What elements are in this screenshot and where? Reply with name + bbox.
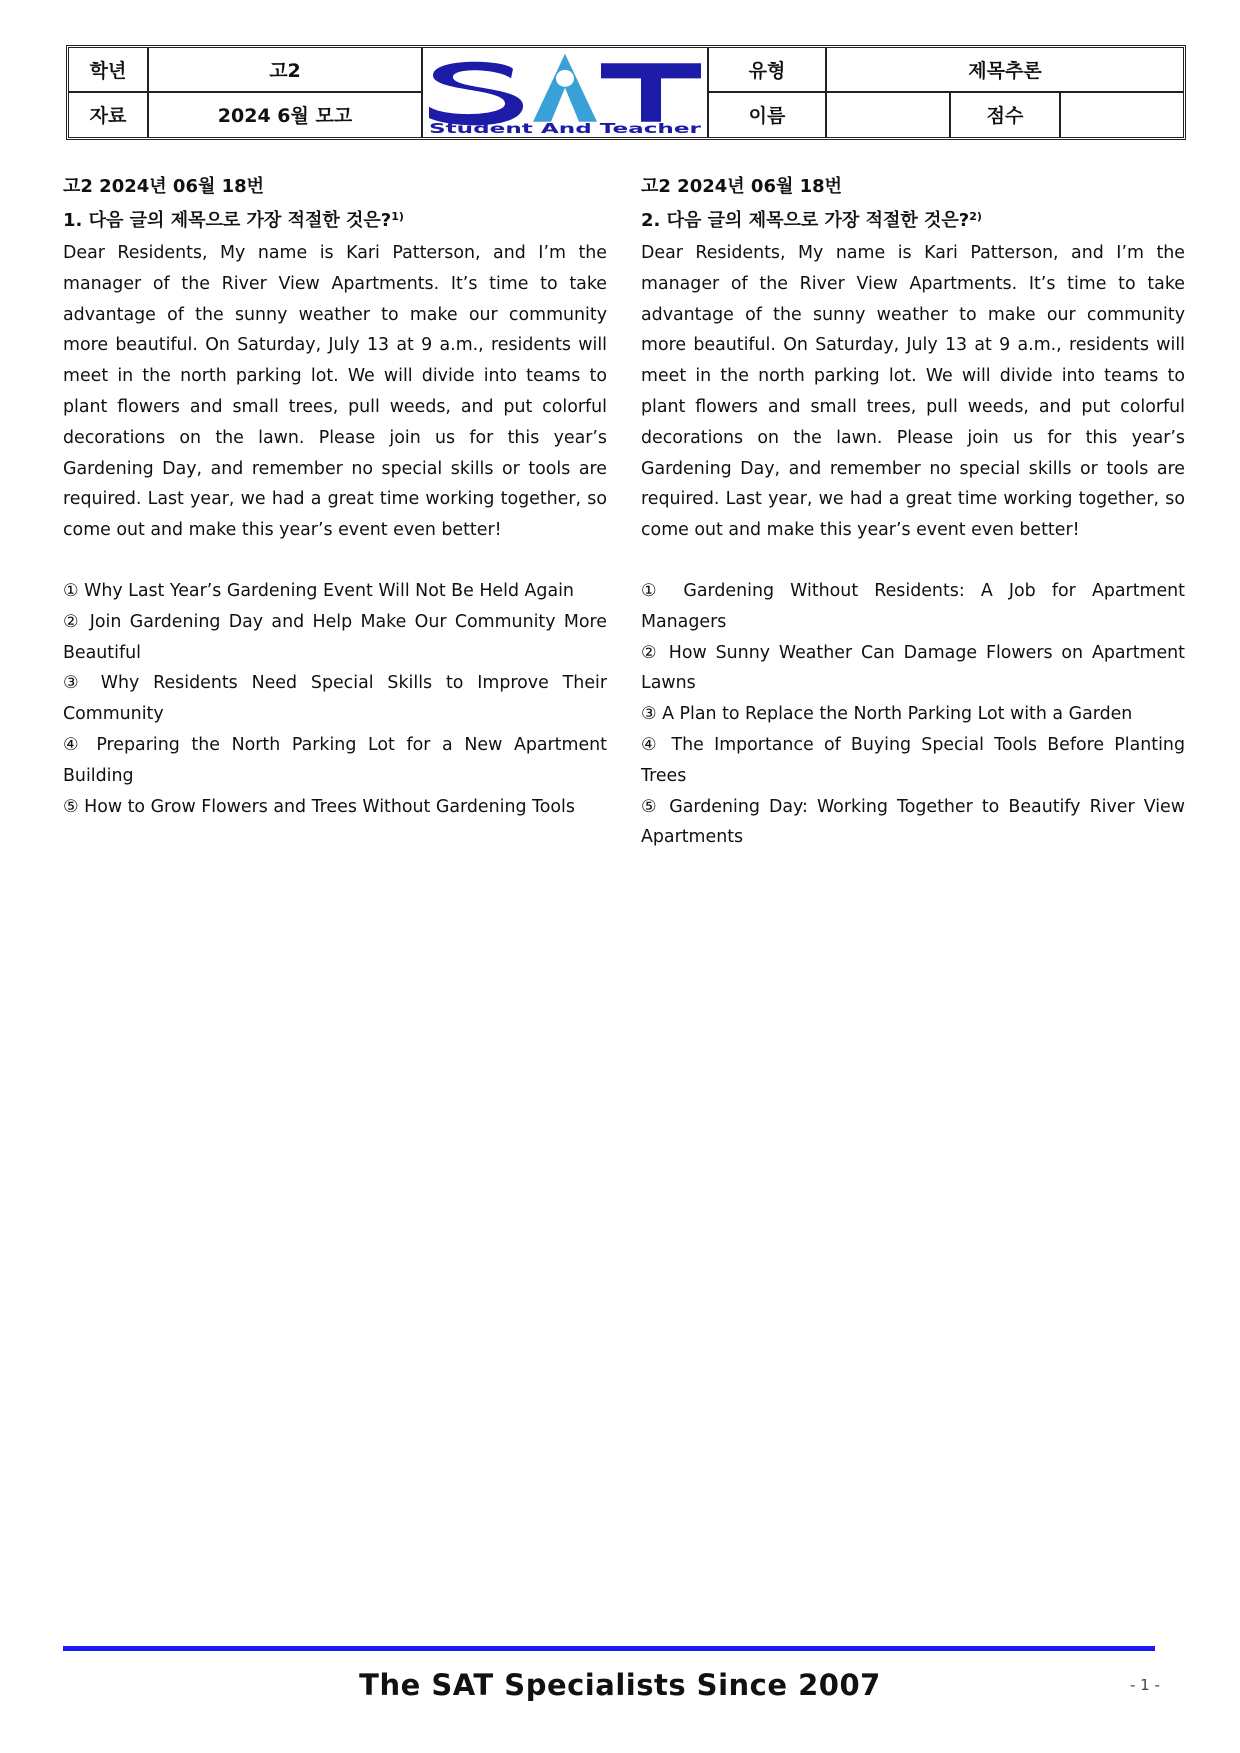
sat-logo bbox=[423, 48, 709, 137]
answer-choice[interactable]: ⑤ Gardening Day: Working Together to Beautify River View Apartments bbox=[641, 796, 1185, 848]
question-2 bbox=[641, 172, 1185, 853]
logo-letter-t bbox=[601, 63, 701, 122]
source-label: 자료 bbox=[69, 93, 149, 138]
score-field[interactable] bbox=[1061, 93, 1183, 138]
logo-letter-s bbox=[429, 62, 523, 126]
question-1 bbox=[63, 172, 607, 822]
answer-choice[interactable]: ③ A Plan to Replace the North Parking Lot with a Garden bbox=[641, 704, 1133, 725]
question-title bbox=[63, 202, 607, 236]
answer-choice[interactable]: ② Join Gardening Day and Help Make Our Community More Beautiful bbox=[63, 611, 607, 663]
answer-choices bbox=[63, 576, 607, 822]
type-value: 제목추론 bbox=[827, 48, 1183, 93]
answer-choice[interactable]: ① Why Last Year’s Gardening Event Will Not Be Held Again bbox=[63, 580, 574, 601]
question-title bbox=[641, 202, 1185, 236]
answer-choice[interactable]: ① Gardening Without Residents: A Job for Apartment Managers bbox=[641, 580, 1185, 632]
type-label: 유형 bbox=[709, 48, 827, 93]
logo-a-dot bbox=[556, 70, 574, 87]
logo-letter-a bbox=[533, 54, 597, 122]
answer-choices bbox=[641, 576, 1185, 853]
answer-choice[interactable]: ④ The Importance of Buying Special Tools Before Planting Trees bbox=[641, 734, 1185, 786]
sat-logo-graphic bbox=[425, 50, 705, 135]
passage: Dear Residents, My name is Kari Patterson, and I’m the manager of the River View Apartments. It’s time to take advantage of the sunny weather to make our community more beautiful. On Saturday, July 13 at 9 a.m., residents will meet in the north parking lot. We will divide into teams to plant flowers and small trees, pull weeds, and put colorful decorations on the lawn. Please join us for this year’s Gardening Day, and remember no special skills or tools are required. Last year, we had a great time working together, so come out and make this year’s event even better! bbox=[63, 243, 607, 541]
score-label: 점수 bbox=[951, 93, 1061, 138]
footnote-marker: 2) bbox=[969, 210, 982, 223]
answer-choice[interactable]: ④ Preparing the North Parking Lot for a New Apartment Building bbox=[63, 734, 607, 786]
question-source: 고2 2024년 06월 18번 bbox=[641, 176, 843, 197]
name-field[interactable] bbox=[827, 93, 951, 138]
footnote-marker: 1) bbox=[391, 210, 404, 223]
question-title-text: 1. 다음 글의 제목으로 가장 적절한 것은? bbox=[63, 210, 392, 231]
logo-tagline: Student And Teacher bbox=[429, 121, 702, 135]
header-table bbox=[66, 45, 1186, 140]
footer-slogan: The SAT Specialists Since 2007 bbox=[359, 1668, 881, 1702]
page-number: - 1 - bbox=[1130, 1676, 1160, 1694]
footer-rule bbox=[63, 1646, 1155, 1651]
grade-value: 고2 bbox=[149, 48, 423, 93]
answer-choice[interactable]: ⑤ How to Grow Flowers and Trees Without Gardening Tools bbox=[63, 796, 575, 817]
answer-choice[interactable]: ② How Sunny Weather Can Damage Flowers on Apartment Lawns bbox=[641, 642, 1185, 694]
grade-label: 학년 bbox=[69, 48, 149, 93]
name-label: 이름 bbox=[709, 93, 827, 138]
answer-choice[interactable]: ③ Why Residents Need Special Skills to Improve Their Community bbox=[63, 673, 607, 725]
passage: Dear Residents, My name is Kari Patterson, and I’m the manager of the River View Apartments. It’s time to take advantage of the sunny weather to make our community more beautiful. On Saturday, July 13 at 9 a.m., residents will meet in the north parking lot. We will divide into teams to plant flowers and small trees, pull weeds, and put colorful decorations on the lawn. Please join us for this year’s Gardening Day, and remember no special skills or tools are required. Last year, we had a great time working together, so come out and make this year’s event even better! bbox=[641, 243, 1185, 541]
question-source: 고2 2024년 06월 18번 bbox=[63, 176, 265, 197]
source-value: 2024 6월 모고 bbox=[149, 93, 423, 138]
question-title-text: 2. 다음 글의 제목으로 가장 적절한 것은? bbox=[641, 210, 970, 231]
